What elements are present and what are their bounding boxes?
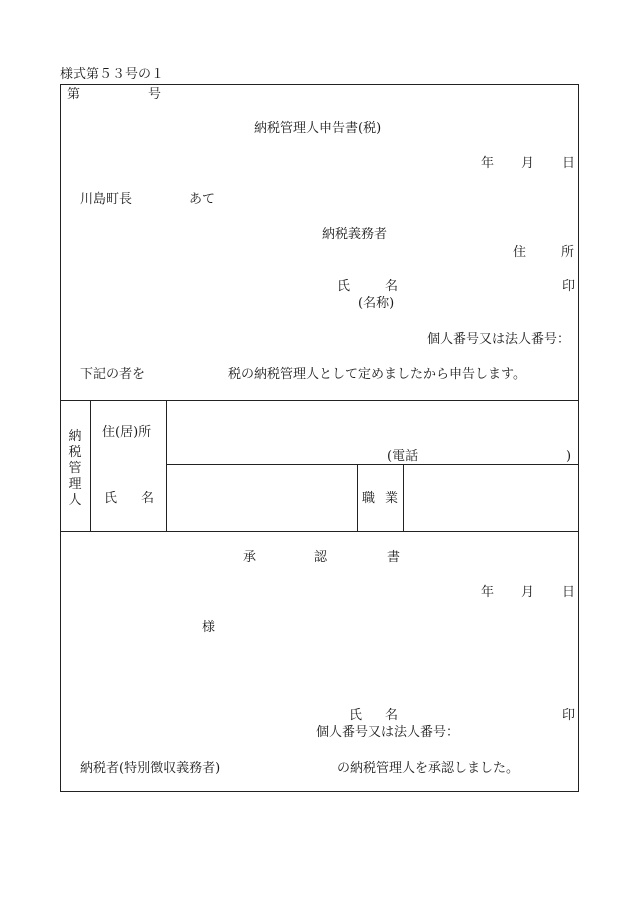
approval-date-day: 日 bbox=[562, 585, 576, 600]
approval-name-mei: 名 bbox=[385, 708, 399, 723]
divider-line bbox=[166, 400, 167, 531]
taxpayer-address-ju: 住 bbox=[513, 245, 527, 260]
taxpayer-corp-name: (名称) bbox=[358, 296, 395, 311]
approval-sama: 様 bbox=[202, 620, 216, 635]
tax-manager-vertical-label: 納税管理人 bbox=[68, 429, 82, 508]
divider-line bbox=[60, 400, 579, 401]
taxpayer-seal: 印 bbox=[562, 279, 576, 294]
approval-title-sho2: 書 bbox=[387, 550, 401, 565]
taxpayer-address-sho: 所 bbox=[561, 245, 575, 260]
addressee-name: 川島町長 bbox=[80, 192, 133, 207]
statement-prefix: 下記の者を bbox=[80, 367, 146, 382]
manager-occupation-gyo: 業 bbox=[385, 491, 399, 506]
manager-name-shi: 氏 bbox=[104, 491, 118, 506]
taxpayer-name-shi: 氏 bbox=[337, 279, 351, 294]
doc-number-dai: 第 bbox=[67, 87, 81, 102]
approval-date-month: 月 bbox=[521, 585, 535, 600]
taxpayer-name-mei: 名 bbox=[385, 279, 399, 294]
date-day: 日 bbox=[562, 156, 576, 171]
doc-number-go: 号 bbox=[148, 87, 162, 102]
taxpayer-number-label: 個人番号又は法人番号： bbox=[427, 332, 571, 347]
manager-occupation-shoku: 職 bbox=[362, 491, 376, 506]
manager-phone-close: ) bbox=[566, 449, 572, 464]
approval-statement-prefix: 納税者(特別徴収義務者) bbox=[80, 761, 221, 776]
approval-date-year: 年 bbox=[481, 585, 495, 600]
approval-title-sho: 承 bbox=[243, 550, 257, 565]
manager-phone-open: (電話 bbox=[387, 449, 419, 464]
date-month: 月 bbox=[521, 156, 535, 171]
approval-number-label: 個人番号又は法人番号： bbox=[316, 725, 460, 740]
divider-line bbox=[403, 464, 404, 531]
declaration-title: 納税管理人申告書(税) bbox=[254, 121, 382, 136]
statement-suffix: 税の納税管理人として定めましたから申告します。 bbox=[228, 367, 526, 382]
manager-address-label: 住(居)所 bbox=[102, 425, 152, 440]
approval-title-nin: 認 bbox=[314, 550, 328, 565]
divider-line bbox=[60, 531, 579, 532]
form-style-number: 様式第５３号の１ bbox=[60, 67, 165, 82]
approval-name-shi: 氏 bbox=[349, 708, 363, 723]
divider-line bbox=[166, 464, 579, 465]
addressee-ate: あて bbox=[189, 192, 216, 207]
date-year: 年 bbox=[481, 156, 495, 171]
approval-statement-suffix: の納税管理人を承認しました。 bbox=[337, 761, 520, 776]
taxpayer-label: 納税義務者 bbox=[322, 227, 388, 242]
divider-line bbox=[357, 464, 358, 531]
approval-seal: 印 bbox=[562, 708, 576, 723]
divider-line bbox=[90, 400, 91, 531]
manager-name-mei: 名 bbox=[141, 491, 155, 506]
